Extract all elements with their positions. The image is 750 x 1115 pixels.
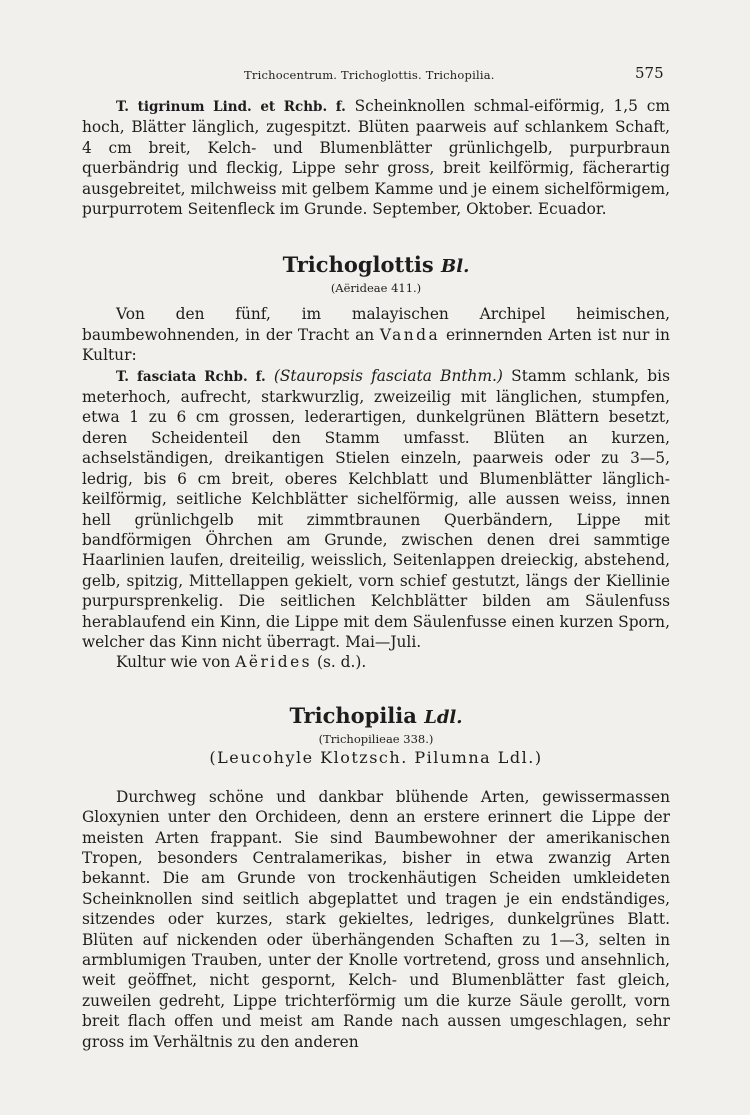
running-title: Trichocentrum. Trichoglottis. Trichopilia. [244,68,495,82]
page-number: 575 [635,64,664,82]
genus-author: Bl. [441,256,470,278]
culture-genus-ref: Aërides [235,653,313,672]
species-synonym: (Stauropsis fasciata Bnthm.) [273,366,503,385]
genus-description: Durchweg schöne und dankbar blühende Arten, gewissermassen Gloxynien unter den Orchideen, denn an erstere erinnert die Lippe der meisten Arten frappant. Sie sind Baumbewohner der amerikanischen Tropen, besonders Centralamerikas, bisher in etwa zwanzig Arten bekannt. Die am Grunde von trockenhäutigen Scheiden umkleideten Scheinknollen sind seitlich abgeplattet und tragen je ein endständiges, sitzendes oder kurzes, stark gekieltes, ledriges, dunkelgrünes Blatt. Blüten auf nickenden oder überhängenden Schaften zu 1—3, selten in armblumigen Trauben, unter der Knolle vortretend, gross und ansehnlich, weit geöffnet, nicht gespornt, Kelch- und Blumenblätter fast gleich, zuweilen gedreht, Lippe trichterförmig um die kurze Säule gerollt, vorn breit flach offen und meist am Rande nach aussen umgeschlagen, sehr gross im Verhältnis zu den anderen [82,787,670,1051]
page-header [0,64,750,86]
genus-heading-trichopilia [82,703,670,731]
genus-author: Ldl. [424,706,463,728]
intro-text-end: erinnernden Arten ist nur in Kultur: [82,325,670,365]
tribe-reference: (Aërideae 411.) [330,281,422,296]
species-description: Stamm schlank, bis meterhoch, aufrecht, starkwurzlig, zweizeilig mit länglichen, stumpfen, etwa 1 zu 6 cm grossen, lederartigen, dunkelgrünen Blättern besetzt, deren Scheidenteil den Stamm umfasst. Blüten an kurzen, achselständigen, dreikantigen Stielen einzeln, paarweis oder zu 3—5, ledrig, bis 6 cm breit, oberes Kelchblatt und Blumenblätter länglich-keilförmig, seitliche Kelchblätter sichelförmig, alle aussen weiss, innen hell grünlichgelb mit zimmtbraunen Querbändern, Lippe mit bandförmigen Öhrchen am Grunde, zwischen denen drei sammtige Haarlinien laufen, dreiteilig, weisslich, Seitenlappen dreieckig, abstehend, gelb, spitzig, Mittellappen gekielt, vorn schief gestutzt, längs der Kiellinie purpursprenkelig. Die seitlichen Kelchblätter bilden am Säulenfuss herablaufend ein Kinn, die Lippe mit dem Säulenfusse einen kurzen Sporn, welcher das Kinn nicht überragt. Mai—Juli. [82,366,670,651]
species-description: Scheinknollen schmal-eiförmig, 1,5 cm hoch, Blätter länglich, zugespitzt. Blüten paarweis auf schlankem Schaft, 4 cm breit, Kelch- und Blumenblätter grünlichgelb, purpurbraun querbändrig und fleckig, Lippe sehr gross, breit keilförmig, fächerartig ausgebreitet, milchweiss mit gelbem Kamme und je einem sichelförmigem, purpurrotem Seitenfleck im Grunde. September, Oktober. Ecuador. [82,97,670,219]
genus-name: Trichoglottis [282,252,434,278]
genus-heading-trichoglottis [82,252,670,280]
genus-synonyms: (Leucohyle Klotzsch. Pilumna Ldl.) [209,747,543,767]
species-entry-tigrinum [82,96,670,219]
species-name: T. tigrinum Lind. et Rchb. f. [116,99,346,115]
culture-note [82,652,670,672]
tribe-reference: (Trichopilieae 338.) [318,731,434,746]
species-name: T. fasciata Rchb. f. [116,368,266,385]
culture-prefix: Kultur wie von [116,653,231,672]
intro-genus-ref: Vanda [379,325,441,344]
intro-text: Von den fünf, im malayischen Archipel heimischen, baumbewohnenden, in der Tracht an [82,305,670,344]
culture-suffix: (s. d.). [317,653,367,672]
genus-intro [82,304,670,365]
species-entry-fasciata [82,366,670,653]
page-body [82,96,670,1052]
genus-name: Trichopilia [289,702,417,728]
